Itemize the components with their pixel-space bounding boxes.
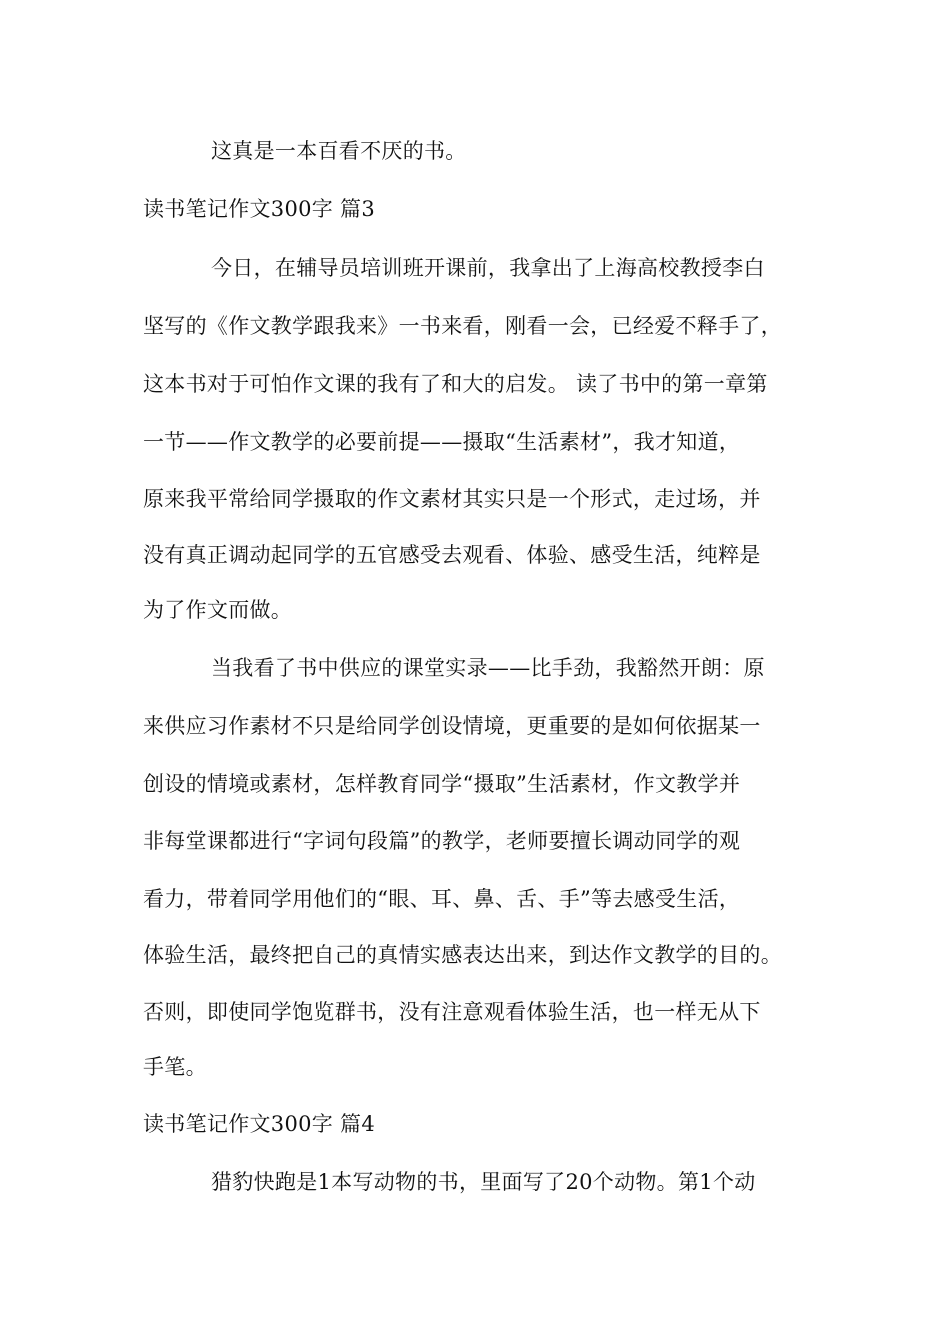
paragraph-line: 这本书对于可怕作文课的我有了和大的启发。 读了书中的第一章第 <box>143 372 768 396</box>
paragraph-line: 猎豹快跑是1本写动物的书，里面写了20个动物。第1个动 <box>211 1170 756 1194</box>
paragraph-line: 今日，在辅导员培训班开课前，我拿出了上海高校教授李白 <box>211 256 765 280</box>
paragraph-line: 坚写的《作文教学跟我来》一书来看，刚看一会，已经爱不释手了， <box>143 314 782 338</box>
paragraph-line: 手笔。 <box>143 1055 207 1079</box>
paragraph-line: 一节——作文教学的必要前提——摄取“生活素材”，我才知道， <box>143 430 741 454</box>
paragraph-line: 原来我平常给同学摄取的作文素材其实只是一个形式，走过场，并 <box>143 487 761 511</box>
paragraph-line: 看力，带着同学用他们的“眼、耳、鼻、舌、手”等去感受生活， <box>143 887 741 911</box>
paragraph-line: 没有真正调动起同学的五官感受去观看、体验、感受生活，纯粹是 <box>143 543 761 567</box>
paragraph-line: 非每堂课都进行“字词句段篇”的教学，老师要擅长调动同学的观 <box>143 829 741 853</box>
paragraph-line: 体验生活，最终把自己的真情实感表达出来，到达作文教学的目的。 <box>143 943 782 967</box>
section-heading: 读书笔记作文300字 篇4 <box>143 1112 376 1136</box>
paragraph-line: 为了作文而做。 <box>143 598 293 622</box>
section-heading: 读书笔记作文300字 篇3 <box>143 197 376 221</box>
paragraph-line: 来供应习作素材不只是给同学创设情境，更重要的是如何依据某一 <box>143 714 761 738</box>
paragraph-line: 当我看了书中供应的课堂实录——比手劲，我豁然开朗：原 <box>211 656 765 680</box>
paragraph-line: 否则，即使同学饱览群书，没有注意观看体验生活，也一样无从下 <box>143 1000 761 1024</box>
paragraph-line: 创设的情境或素材，怎样教育同学“摄取”生活素材，作文教学并 <box>143 772 741 796</box>
paragraph-line: 这真是一本百看不厌的书。 <box>211 139 467 163</box>
